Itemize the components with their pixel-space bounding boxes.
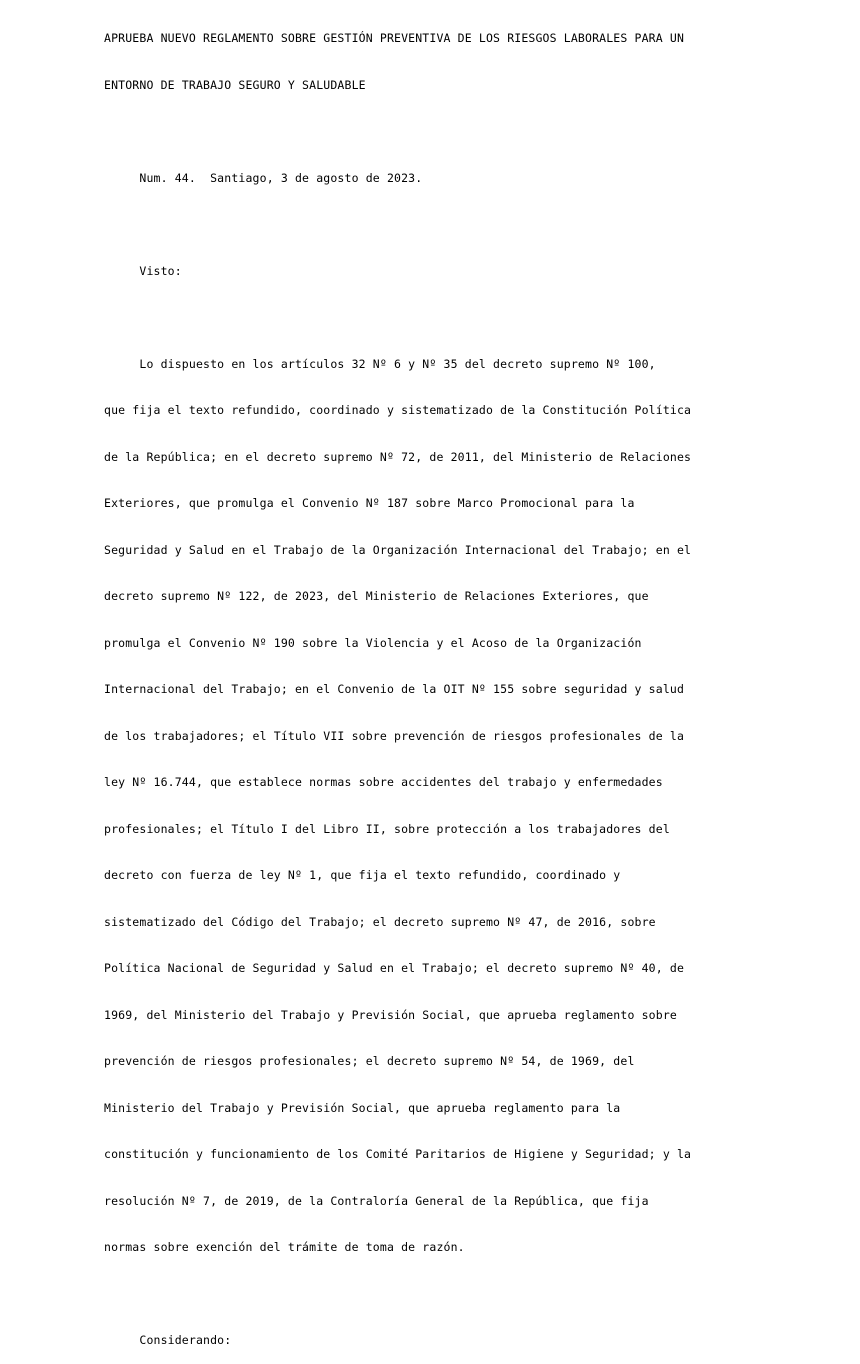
body-line: Internacional del Trabajo; en el Convenio de la OIT Nº 155 sobre seguridad y salud — [104, 682, 685, 696]
considerando-heading: Considerando: — [104, 1333, 232, 1347]
body-line: decreto con fuerza de ley Nº 1, que fija el texto refundido, coordinado y — [104, 868, 621, 882]
body-line: Política Nacional de Seguridad y Salud en el Trabajo; el decreto supremo Nº 40, de — [104, 961, 685, 975]
body-line: Ministerio del Trabajo y Previsión Social, que aprueba reglamento para la — [104, 1100, 621, 1115]
title-line: ENTORNO DE TRABAJO SEGURO Y SALUDABLE — [104, 77, 366, 92]
body-line: de la República; en el decreto supremo Nº 72, de 2011, del Ministerio de Relaciones — [104, 449, 692, 464]
body-line: promulga el Convenio Nº 190 sobre la Violencia y el Acoso de la Organización — [104, 635, 642, 650]
body-line: Seguridad y Salud en el Trabajo de la Organización Internacional del Trabajo; en el — [104, 542, 692, 557]
decree-number-date: Num. 44. Santiago, 3 de agosto de 2023. — [104, 170, 423, 185]
body-line: decreto supremo Nº 122, de 2023, del Ministerio de Relaciones Exteriores, que — [104, 589, 649, 603]
body-line: Lo dispuesto en los artículos 32 Nº 6 y Nº 35 del decreto supremo Nº 100, — [104, 356, 656, 371]
body-line: ley Nº 16.744, que establece normas sobre accidentes del trabajo y enfermedades — [104, 775, 663, 789]
body-line: 1969, del Ministerio del Trabajo y Previsión Social, que aprueba reglamento sobre — [104, 1007, 677, 1022]
body-line: Exteriores, que promulga el Convenio Nº 187 sobre Marco Promocional para la — [104, 496, 635, 510]
body-line: normas sobre exención del trámite de toma de razón. — [104, 1240, 465, 1254]
body-line: sistematizado del Código del Trabajo; el decreto supremo Nº 47, de 2016, sobre — [104, 914, 656, 929]
body-line: prevención de riesgos profesionales; el decreto supremo Nº 54, de 1969, del — [104, 1054, 635, 1068]
body-line: resolución Nº 7, de 2019, de la Contraloría General de la República, que fija — [104, 1193, 649, 1208]
body-line: de los trabajadores; el Título VII sobre prevención de riesgos profesionales de la — [104, 728, 685, 743]
title-line: APRUEBA NUEVO REGLAMENTO SOBRE GESTIÓN PREVENTIVA DE LOS RIESGOS LABORALES PARA UN — [104, 31, 685, 45]
visto-heading: Visto: — [104, 263, 182, 278]
body-line: constitución y funcionamiento de los Comité Paritarios de Higiene y Seguridad; y la — [104, 1147, 692, 1161]
body-line: que fija el texto refundido, coordinado y sistematizado de la Constitución Política — [104, 403, 692, 417]
body-line: profesionales; el Título I del Libro II, sobre protección a los trabajadores del — [104, 821, 670, 836]
document-body — [104, 0, 691, 1364]
